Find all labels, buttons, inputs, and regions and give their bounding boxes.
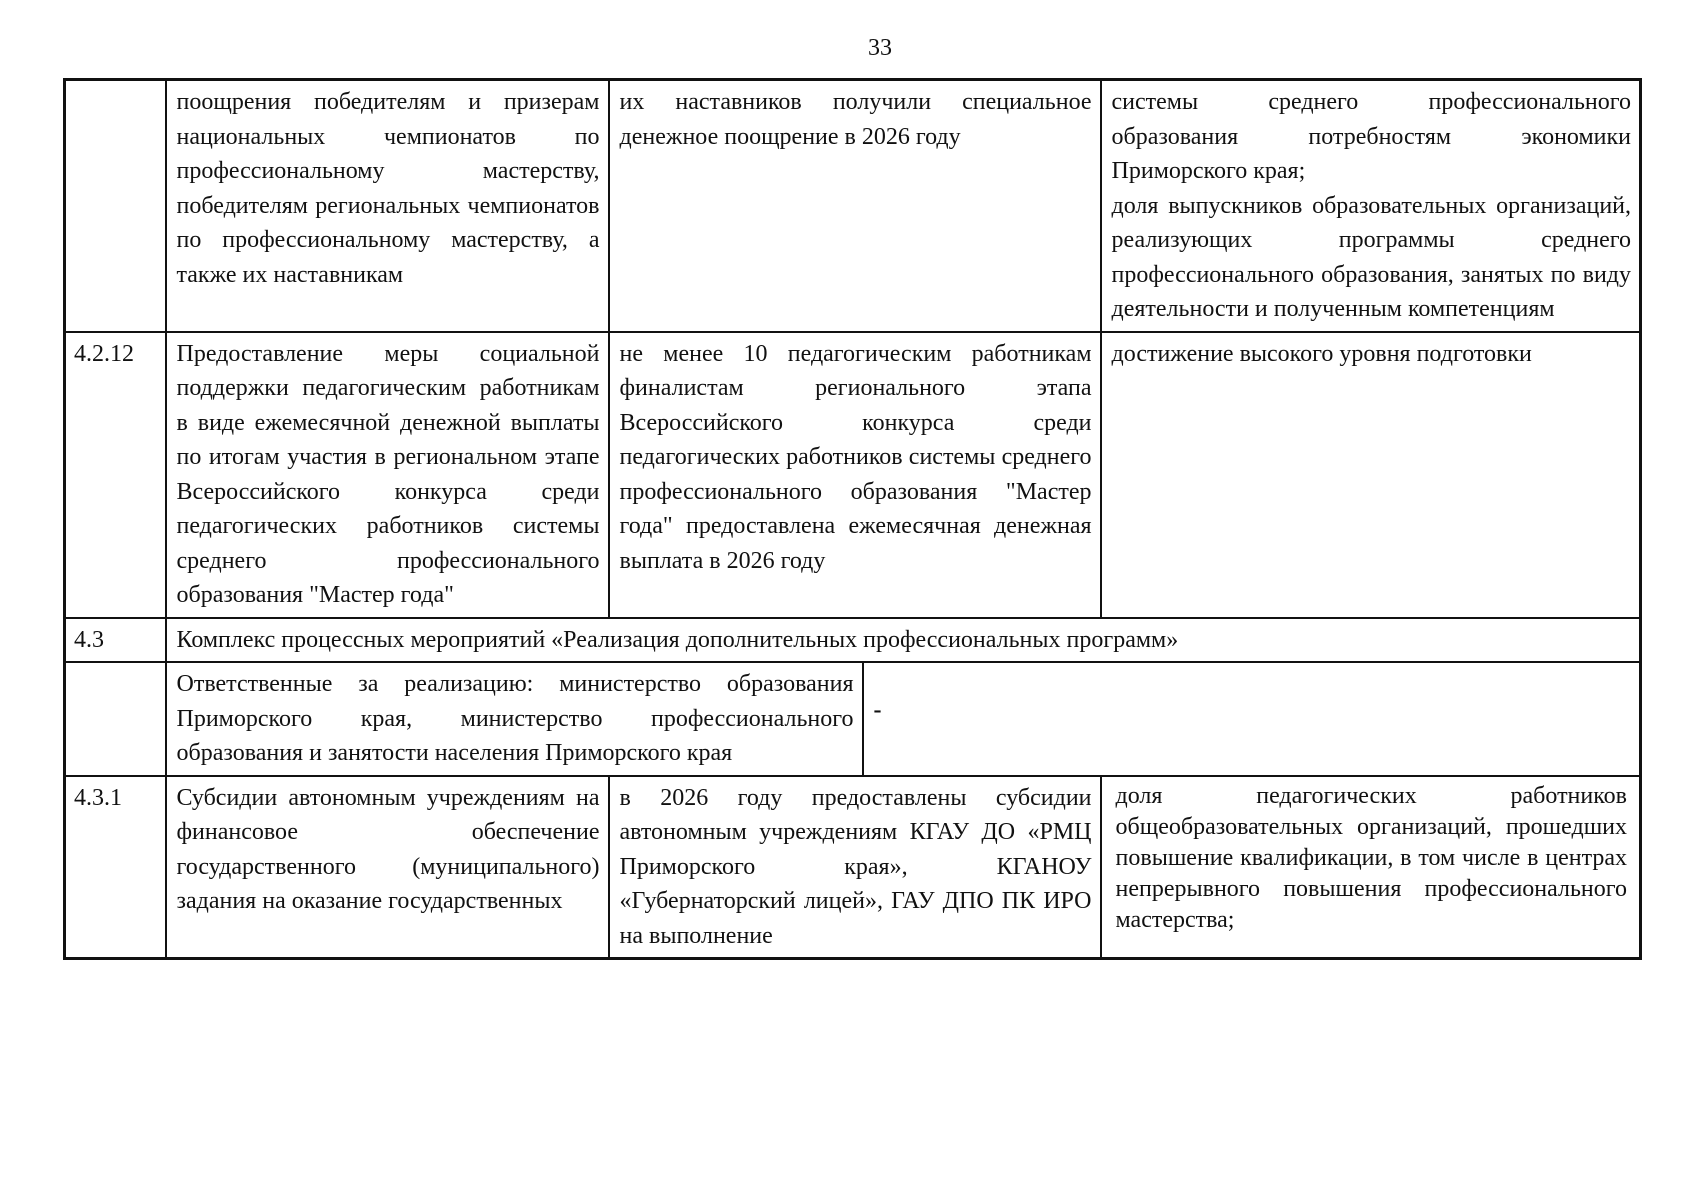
row-number-cell: 4.2.12: [65, 332, 166, 618]
measures-table: [63, 78, 1642, 960]
page-number: 33: [868, 35, 892, 61]
responsible-value-cell: [863, 662, 1641, 776]
measure-cell: поощрения победителям и призерам национальных чемпионатов по профессиональному мастерству, победителям региональных чемпионатов по профессиональному мастерству, а также их наставникам: [166, 80, 609, 332]
dash-value: -: [873, 697, 882, 723]
indicator-cell: доля педагогических работников общеобразовательных организаций, прошедших повышение квалификации, в том числе в центрах непрерывного повышения профессионального мастерства;: [1101, 776, 1641, 959]
table-row: [65, 776, 1641, 959]
table-row: [65, 662, 1641, 776]
indicator-text: доля выпускников образовательных организаций, реализующих программы среднего профессионального образования, занятых по виду деятельности и полученным компетенциям: [1111, 192, 1632, 322]
indicator-cell: достижение высокого уровня подготовки: [1101, 332, 1641, 618]
responsible-cell: Ответственные за реализацию: министерство образования Приморского края, министерство профессионального образования и занятости населения Приморского края: [166, 662, 863, 776]
table-row: [65, 618, 1641, 663]
result-cell: в 2026 году предоставлены субсидии автономным учреждениям КГАУ ДО «РМЦ Приморского края», КГАНОУ «Губернаторский лицей», ГАУ ДПО ПК ИРО на выполнение: [609, 776, 1101, 959]
section-title-cell: Комплекс процессных мероприятий «Реализация дополнительных профессиональных программ»: [166, 618, 1641, 663]
indicator-cell: [1101, 80, 1641, 332]
row-number-cell: [65, 662, 166, 776]
result-cell: их наставников получили специальное денежное поощрение в 2026 году: [609, 80, 1101, 332]
table-row: [65, 80, 1641, 332]
row-number-cell: 4.3.1: [65, 776, 166, 959]
measure-cell: Субсидии автономным учреждениям на финансовое обеспечение государственного (муниципального) задания на оказание государственных: [166, 776, 609, 959]
row-number-cell: [65, 80, 166, 332]
result-cell: не менее 10 педагогическим работникам финалистам регионального этапа Всероссийского конкурса среди педагогических работников системы среднего профессионального образования "Мастер года" предоставлена ежемесячная денежная выплата в 2026 году: [609, 332, 1101, 618]
table-row: [65, 332, 1641, 618]
indicator-text: системы среднего профессионального образования потребностям экономики Приморского края;: [1111, 89, 1632, 184]
row-number-cell: 4.3: [65, 618, 166, 663]
measure-cell: Предоставление меры социальной поддержки педагогическим работникам в виде ежемесячной денежной выплаты по итогам участия в региональном этапе Всероссийского конкурса среди педагогических работников системы среднего профессионального образования "Мастер года": [166, 332, 609, 618]
